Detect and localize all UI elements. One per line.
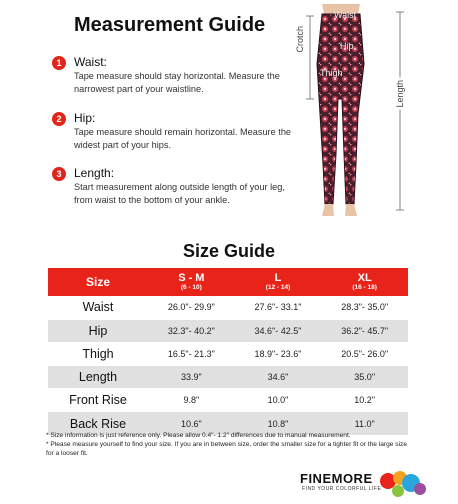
length-label: Length [395,80,405,108]
table-row [48,389,408,412]
size-range: (12 - 14) [265,284,291,291]
row-label: Waist [48,296,148,319]
table-cell: 16.5"- 21.3" [148,342,235,365]
size-label: L [274,272,282,284]
note-line: * Please measure yourself to find your size. If you are in between size, order the smaller size for a tighter fit or the large size for a looser fit. [46,441,407,457]
table-cell: 32.3"- 40.2" [148,319,235,342]
step-number-badge: 1 [52,56,66,70]
table-cell: 18.9"- 23.6" [235,342,322,365]
measurement-guide-title: Measurement Guide [74,14,266,36]
table-row [48,366,408,389]
table-cell: 10.6" [148,412,235,435]
waist-label: Waist [334,10,357,20]
size-xl-header [321,268,408,296]
step-description: Start measurement along outside length of your leg, from waist to the bottom of your ankle. [74,182,285,205]
table-cell: 10.8" [235,412,322,435]
brand-tagline: FIND YOUR COLORFUL LIFE [302,486,382,492]
table-cell: 33.9" [148,366,235,389]
size-l-header [235,268,322,296]
step-number-badge: 3 [52,167,66,181]
table-cell: 26.0"- 29.9" [148,296,235,319]
table-row [48,296,408,319]
size-sm-header [148,268,235,296]
step-number-badge: 2 [52,112,66,126]
size-label: S - M [178,272,205,284]
table-cell: 34.6"- 42.5" [235,319,322,342]
brand-name: FINEMORE [300,471,373,486]
colorful-dots-icon [378,469,428,499]
size-notes [46,431,416,458]
size-range: (16 - 18) [352,284,377,291]
model-figure [295,4,450,230]
table-cell: 36.2"- 45.7" [321,319,408,342]
size-column-header: Size [48,268,148,296]
row-label: Hip [48,319,148,342]
row-label: Back Rise [48,412,148,435]
note-line: * Size information is just reference only. Please allow 0.4"- 1.2" differences due to manual measurement. [46,432,351,439]
table-header-row [48,268,408,296]
hip-label: Hip [340,41,354,51]
table-row [48,319,408,342]
thigh-label: Thigh [320,68,343,78]
table-row [48,342,408,365]
table-cell: 28.3"- 35.0" [321,296,408,319]
step-title: Hip: [74,111,96,125]
table-cell: 34.6" [235,366,322,389]
table-cell: 20.5"- 26.0" [321,342,408,365]
step-title: Waist: [74,55,107,69]
step-description: Tape measure should stay horizontal. Measure the narrowest part of your waistline. [74,71,280,94]
row-label: Thigh [48,342,148,365]
size-table [48,268,408,436]
size-label: XL [357,272,372,284]
step-description: Tape measure should remain horizontal. Measure the widest part of your hips. [74,127,292,150]
leggings-illustration [300,4,450,230]
table-cell: 10.2" [321,389,408,412]
table-cell: 11.0" [321,412,408,435]
row-label: Length [48,366,148,389]
step-title: Length: [74,166,115,180]
row-label: Front Rise [48,389,148,412]
table-cell: 27.6"- 33.1" [235,296,322,319]
size-guide-title: Size Guide [182,241,276,261]
table-cell: 9.8" [148,389,235,412]
size-range: (6 - 10) [180,284,202,291]
table-cell: 10.0" [235,389,322,412]
table-cell: 35.0" [321,366,408,389]
crotch-label: Crotch [295,26,305,53]
